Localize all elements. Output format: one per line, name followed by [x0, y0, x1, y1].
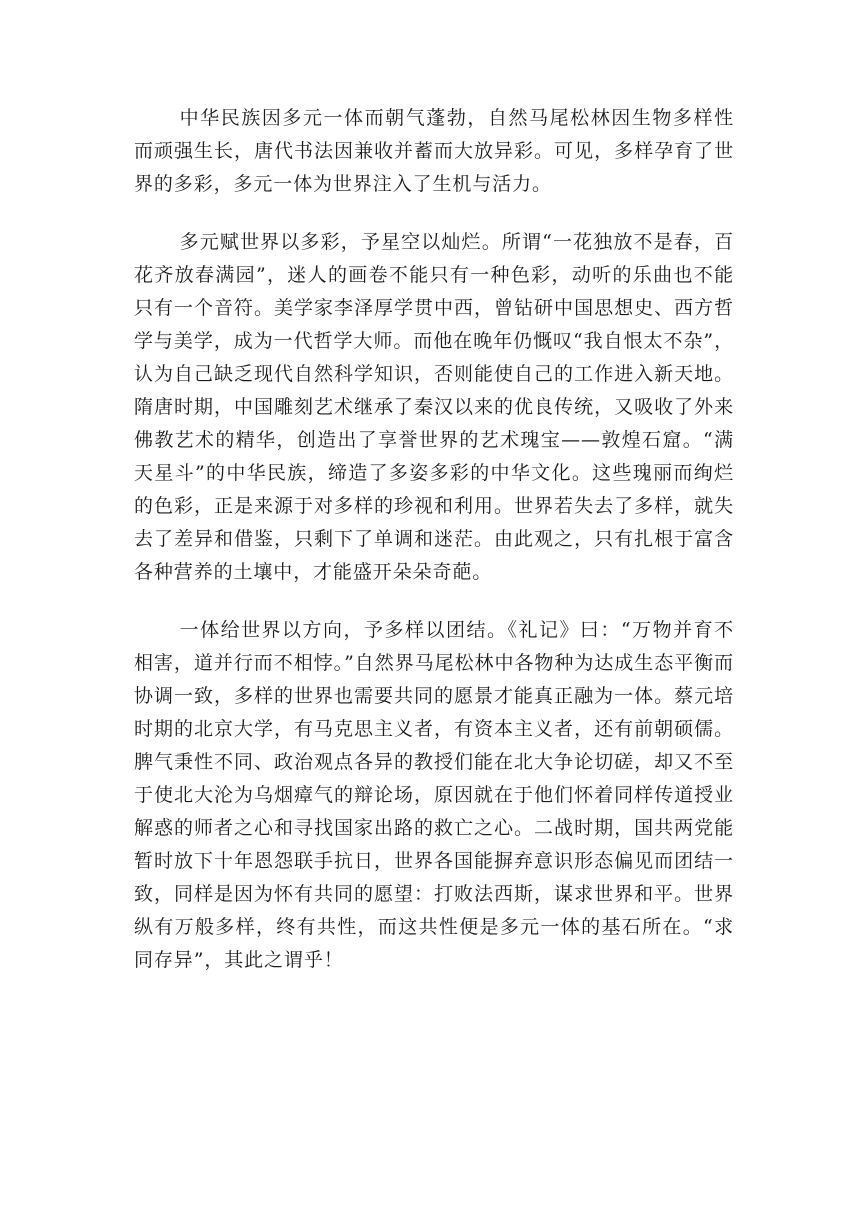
paragraph-3: 一体给世界以方向，予多样以团结。《礼记》曰：“万物并育不相害，道并行而不相悖。”自然界马尾松林中各物种为达成生态平衡而协调一致，多样的世界也需要共同的愿景才能真正融为一体。蔡元培时期的北京大学，有马克思主义者，有资本主义者，还有前朝硕儒。脾气秉性不同、政治观点各异的教授们能在北大争论切磋，却又不至于使北大沦为乌烟瘴气的辩论场，原因就在于他们怀着同样传道授业解惑的师者之心和寻找国家出路的救亡之心。二战时期，国共两党能暂时放下十年恩怨联手抗日，世界各国能摒弃意识形态偏见而团结一致，同样是因为怀有共同的愿望：打败法西斯，谋求世界和平。世界纵有万般多样，终有共性，而这共性便是多元一体的基石所在。“求同存异”，其此之谓乎！	[134, 619, 734, 971]
paragraph-2: 多元赋世界以多彩，予星空以灿烂。所谓“一花独放不是春，百花齐放春满园”，迷人的画卷不能只有一种色彩，动听的乐曲也不能只有一个音符。美学家李泽厚学贯中西，曾钻研中国思想史、西方哲学与美学，成为一代哲学大师。而他在晚年仍慨叹“我自恨太不杂”，认为自己缺乏现代自然科学知识，否则能使自己的工作进入新天地。隋唐时期，中国雕刻艺术继承了秦汉以来的优良传统，又吸收了外来佛教艺术的精华，创造出了享誉世界的艺术瑰宝——敦煌石窟。“满天星斗”的中华民族，缔造了多姿多彩的中华文化。这些瑰丽而绚烂的色彩，正是来源于对多样的珍视和利用。世界若失去了多样，就失去了差异和借鉴，只剩下了单调和迷茫。由此观之，只有扎根于富含各种营养的土壤中，才能盛开朵朵奇葩。	[134, 231, 734, 583]
essay-body	[134, 102, 734, 1002]
paragraph-1: 中华民族因多元一体而朝气蓬勃，自然马尾松林因生物多样性而顽强生长，唐代书法因兼收并蓄而大放异彩。可见，多样孕育了世界的多彩，多元一体为世界注入了生机与活力。	[134, 107, 734, 195]
